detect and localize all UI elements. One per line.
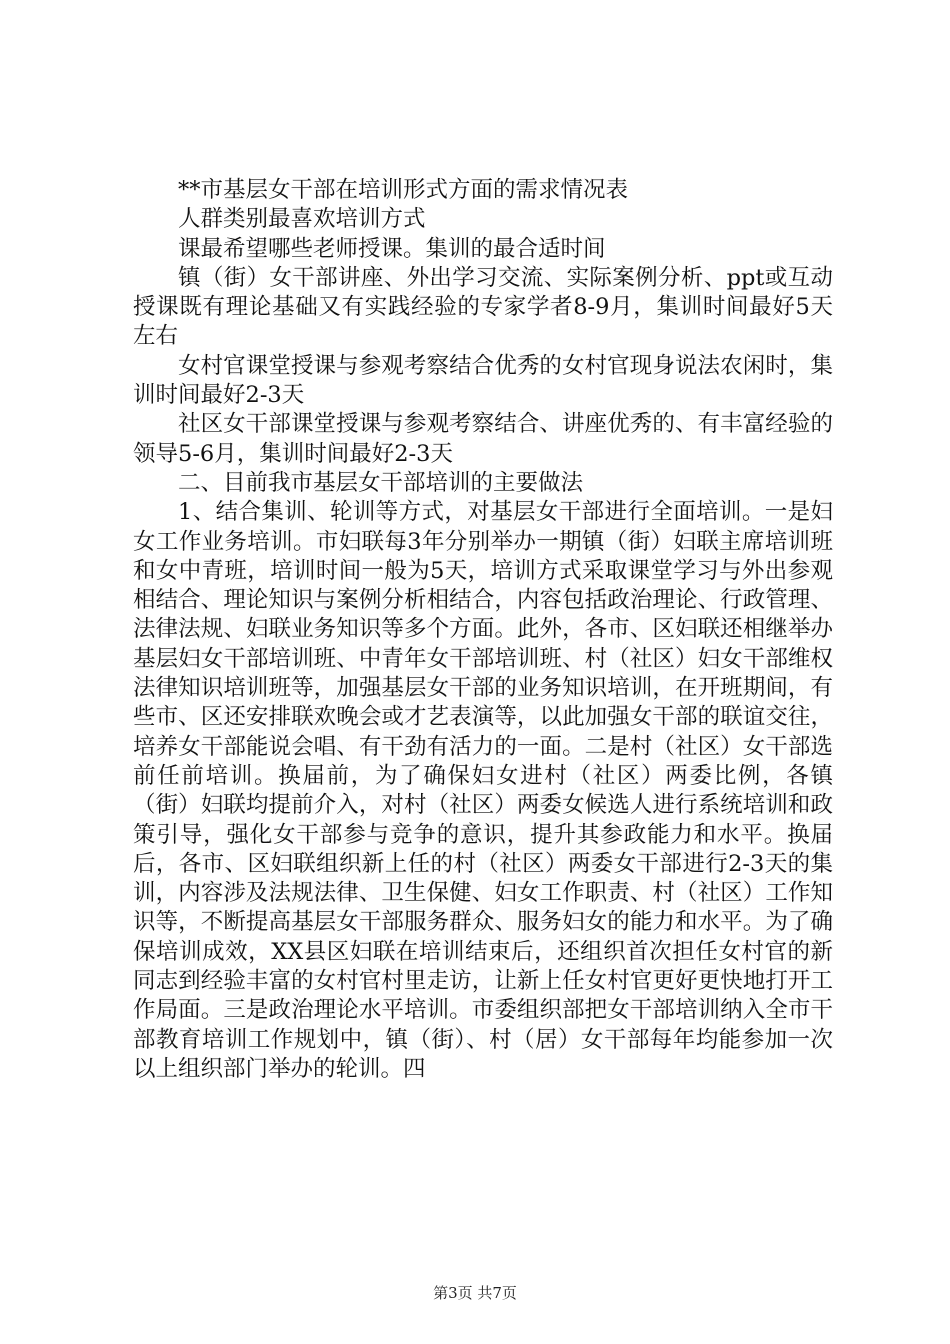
- table-title: **市基层女干部在培训形式方面的需求情况表: [178, 177, 629, 203]
- section-heading: 二、目前我市基层女干部培训的主要做法: [178, 469, 584, 496]
- table-row-village-officials: 女村官课堂授课与参观考察结合优秀的女村官现身说法农闲时，集训时间最好2-3天: [133, 352, 833, 409]
- table-header-row-2: 课最希望哪些老师授课。集训的最合适时间: [178, 235, 606, 262]
- table-row-community-cadres: 社区女干部课堂授课与参观考察结合、讲座优秀的、有丰富经验的领导5-6月，集训时间最好2-3天: [133, 411, 833, 467]
- body-paragraph: 1、结合集训、轮训等方式，对基层女干部进行全面培训。一是妇女工作业务培训。市妇联每3年分别举办一期镇（街）妇联主席培训班和女中青班，培训时间一般为5天，培训方式采取课堂学习与外出参观相结合、理论知识与案例分析相结合，内容包括政治理论、行政管理、法律法规、妇联业务知识等多个方面。此外，各市、区妇联还相继举办基层妇女干部培训班、中青年女干部培训班、村（社区）妇女干部维权法律知识培训班等，加强基层女干部的业务知识培训，在开班期间，有些市、区还安排联欢晚会或才艺表演等，以此加强女干部的联谊交往，培养女干部能说会唱、有干劲有活力的一面。二是村（社区）女干部选前任前培训。换届前，为了确保妇女进村（社区）两委比例，各镇（街）妇联均提前介入，对村（社区）两委女候选人进行系统培训和政策引导，强化女干部参与竞争的意识，提升其参政能力和水平。换届后，各市、区妇联组织新上任的村（社区）两委女干部进行2-3天的集训，内容涉及法规法律、卫生保健、妇女工作职责、村（社区）工作知识等，不断提高基层女干部服务群众、服务妇女的能力和水平。为了确保培训成效，XX县区妇联在培训结束后，还组织首次担任女村官的新同志到经验丰富的女村官村里走访，让新上任女村官更好更快地打开工作局面。三是政治理论水平培训。市委组织部把女干部培训纳入全市干部教育培训工作规划中，镇（街）、村（居）女干部每年均能参加一次以上组织部门举办的轮训。四: [133, 499, 833, 1082]
- document-body: [133, 176, 833, 1084]
- page-number: 第3页 共7页: [433, 1284, 517, 1302]
- table-header-row-1: 人群类别最喜欢培训方式: [178, 206, 426, 233]
- table-row-town-cadres: 镇（街）女干部讲座、外出学习交流、实际案例分析、ppt或互动授课既有理论基础又有实践经验的专家学者8-9月，集训时间最好5天左右: [133, 264, 833, 350]
